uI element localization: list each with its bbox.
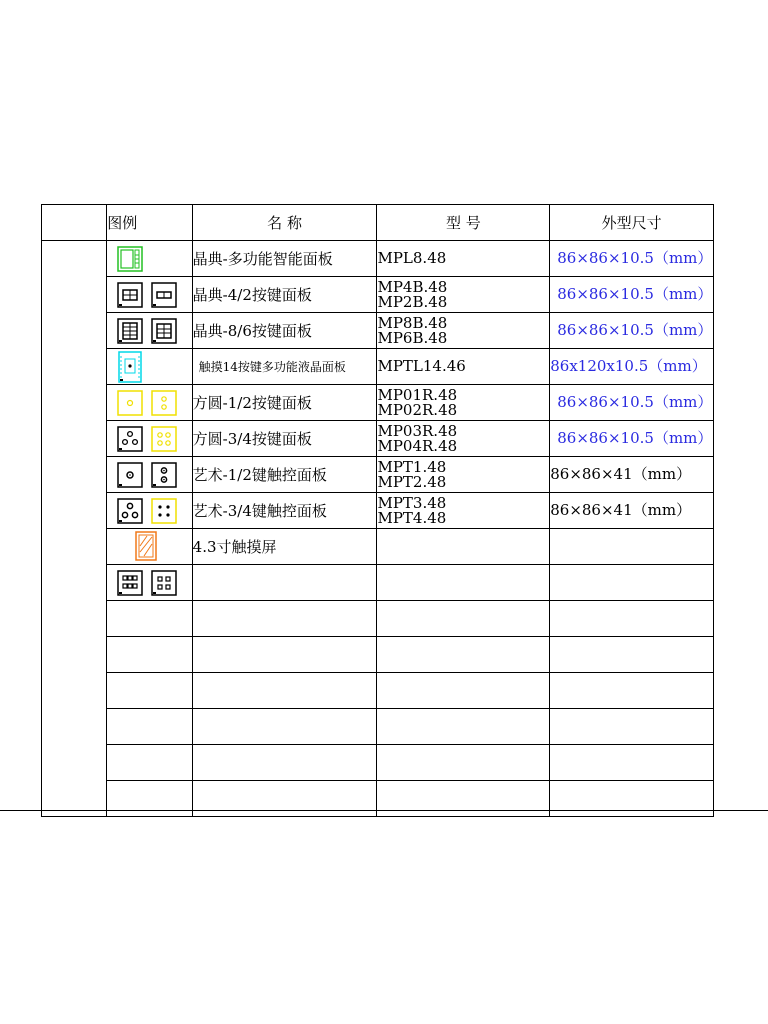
icon-group <box>107 318 191 344</box>
icon-cell <box>107 565 192 601</box>
size-cell <box>550 673 714 709</box>
table-row <box>42 709 714 745</box>
icon-cell <box>107 709 192 745</box>
model-number: MPT4.48 <box>377 508 447 527</box>
table-row <box>42 421 714 457</box>
product-name-cell: 4.3寸触摸屏 <box>192 529 377 565</box>
header-blank-cell <box>42 205 107 241</box>
product-name-cell: 触摸14按键多功能液晶面板 <box>192 349 377 385</box>
icon-cell <box>107 745 192 781</box>
icon-cell <box>107 241 192 277</box>
icon-group <box>107 462 191 488</box>
6-key-panel-icon <box>151 318 177 344</box>
cyan-lcd-panel-icon <box>117 351 143 383</box>
1-key-art-panel-icon <box>117 462 143 488</box>
table-row <box>42 601 714 637</box>
product-name-cell <box>192 709 377 745</box>
size-text: 86×86×41（mm） <box>550 501 692 519</box>
size-cell <box>550 421 714 457</box>
model-number: MPT1.48 <box>377 457 447 476</box>
table-row <box>42 313 714 349</box>
product-name-cell <box>192 745 377 781</box>
icon-group <box>107 282 191 308</box>
model-number: MP8B.48 <box>377 313 448 332</box>
model-cell <box>377 565 550 601</box>
model-cell <box>377 637 550 673</box>
model-cell <box>377 673 550 709</box>
model-number: MPT2.48 <box>377 472 447 491</box>
icon-cell <box>107 421 192 457</box>
header-size-cell: 外型尺寸 <box>550 205 714 241</box>
model-number: MP2B.48 <box>377 292 448 311</box>
icon-cell <box>107 385 192 421</box>
product-name-cell: 晶典-4/2按键面板 <box>192 277 377 313</box>
table-row <box>42 277 714 313</box>
icon-cell <box>107 781 192 817</box>
icon-group <box>107 498 191 524</box>
table-row <box>42 565 714 601</box>
size-cell <box>550 745 714 781</box>
product-name-cell <box>192 601 377 637</box>
model-cell <box>377 277 550 313</box>
model-number: MP01R.48 <box>377 385 458 404</box>
model-number: MP04R.48 <box>377 436 458 455</box>
size-text: 86×86×10.5（mm） <box>557 393 713 411</box>
model-cell <box>377 313 550 349</box>
icon-cell <box>107 529 192 565</box>
product-name-cell: 晶典-多功能智能面板 <box>192 241 377 277</box>
size-cell <box>550 565 714 601</box>
size-cell <box>550 529 714 565</box>
table-row <box>42 241 714 277</box>
table-row <box>42 529 714 565</box>
size-cell <box>550 457 714 493</box>
size-text: 86×86×41（mm） <box>550 465 692 483</box>
table-row <box>42 457 714 493</box>
model-number: MP03R.48 <box>377 421 458 440</box>
4-key-round-panel-icon <box>151 426 177 452</box>
product-name-cell: 方圆-1/2按键面板 <box>192 385 377 421</box>
model-number: MP6B.48 <box>377 328 448 347</box>
size-cell <box>550 601 714 637</box>
1-key-round-panel-icon <box>117 390 143 416</box>
model-cell <box>377 493 550 529</box>
size-cell <box>550 241 714 277</box>
header-name-cell: 名 称 <box>192 205 377 241</box>
model-number: MP4B.48 <box>377 277 448 296</box>
icon-cell <box>107 637 192 673</box>
size-text: 86x120x10.5（mm） <box>550 357 707 375</box>
model-number: MPTL14.46 <box>377 357 466 375</box>
header-icon-cell: 图例 <box>107 205 192 241</box>
icon-cell <box>107 349 192 385</box>
icon-group <box>107 390 191 416</box>
product-name-cell <box>192 673 377 709</box>
icon-group <box>107 351 191 383</box>
icon-cell <box>107 277 192 313</box>
icon-group <box>107 570 191 596</box>
product-name-cell: 晶典-8/6按键面板 <box>192 313 377 349</box>
product-name-cell: 方圆-3/4按键面板 <box>192 421 377 457</box>
model-cell <box>377 241 550 277</box>
3-key-art-panel-icon <box>117 498 143 524</box>
model-cell <box>377 421 550 457</box>
model-number: MPL8.48 <box>377 249 447 267</box>
size-cell <box>550 493 714 529</box>
product-name-cell <box>192 781 377 817</box>
size-cell <box>550 385 714 421</box>
4-dot-panel-icon <box>151 570 177 596</box>
size-cell <box>550 709 714 745</box>
model-cell <box>377 709 550 745</box>
model-number: MP02R.48 <box>377 400 458 419</box>
size-text: 86×86×10.5（mm） <box>557 429 713 447</box>
size-text: 86×86×10.5（mm） <box>557 321 713 339</box>
4-key-panel-icon <box>117 282 143 308</box>
6-dot-panel-icon <box>117 570 143 596</box>
product-name-cell <box>192 565 377 601</box>
model-cell <box>377 781 550 817</box>
table-row <box>42 637 714 673</box>
size-cell <box>550 349 714 385</box>
size-text: 86×86×10.5（mm） <box>557 285 713 303</box>
table-row <box>42 385 714 421</box>
size-cell <box>550 781 714 817</box>
8-key-panel-icon <box>117 318 143 344</box>
product-name-cell: 艺术-3/4键触控面板 <box>192 493 377 529</box>
2-key-art-panel-icon <box>151 462 177 488</box>
icon-group <box>107 246 191 272</box>
4-key-art-panel-icon <box>151 498 177 524</box>
size-text: 86×86×10.5（mm） <box>557 249 713 267</box>
model-cell <box>377 349 550 385</box>
model-cell <box>377 601 550 637</box>
2-key-panel-icon <box>151 282 177 308</box>
model-cell <box>377 385 550 421</box>
size-cell <box>550 313 714 349</box>
header-model-cell: 型 号 <box>377 205 550 241</box>
icon-cell <box>107 457 192 493</box>
size-cell <box>550 637 714 673</box>
category-cell <box>42 241 107 817</box>
product-name-cell <box>192 637 377 673</box>
2-key-round-panel-icon <box>151 390 177 416</box>
table-row <box>42 493 714 529</box>
icon-cell <box>107 313 192 349</box>
3-key-round-panel-icon <box>117 426 143 452</box>
table-row <box>42 673 714 709</box>
icon-cell <box>107 673 192 709</box>
table-row <box>42 349 714 385</box>
model-number: MPT3.48 <box>377 493 447 512</box>
size-cell <box>550 277 714 313</box>
icon-cell <box>107 493 192 529</box>
model-cell <box>377 457 550 493</box>
legend-table <box>41 204 714 817</box>
header-row <box>42 205 714 241</box>
table-row <box>42 781 714 817</box>
icon-cell <box>107 601 192 637</box>
icon-group <box>107 531 191 563</box>
model-cell <box>377 529 550 565</box>
table-row <box>42 745 714 781</box>
model-cell <box>377 745 550 781</box>
icon-group <box>107 426 191 452</box>
touchscreen-icon <box>135 531 161 563</box>
product-name-cell: 艺术-1/2键触控面板 <box>192 457 377 493</box>
green-panel-icon <box>117 246 143 272</box>
